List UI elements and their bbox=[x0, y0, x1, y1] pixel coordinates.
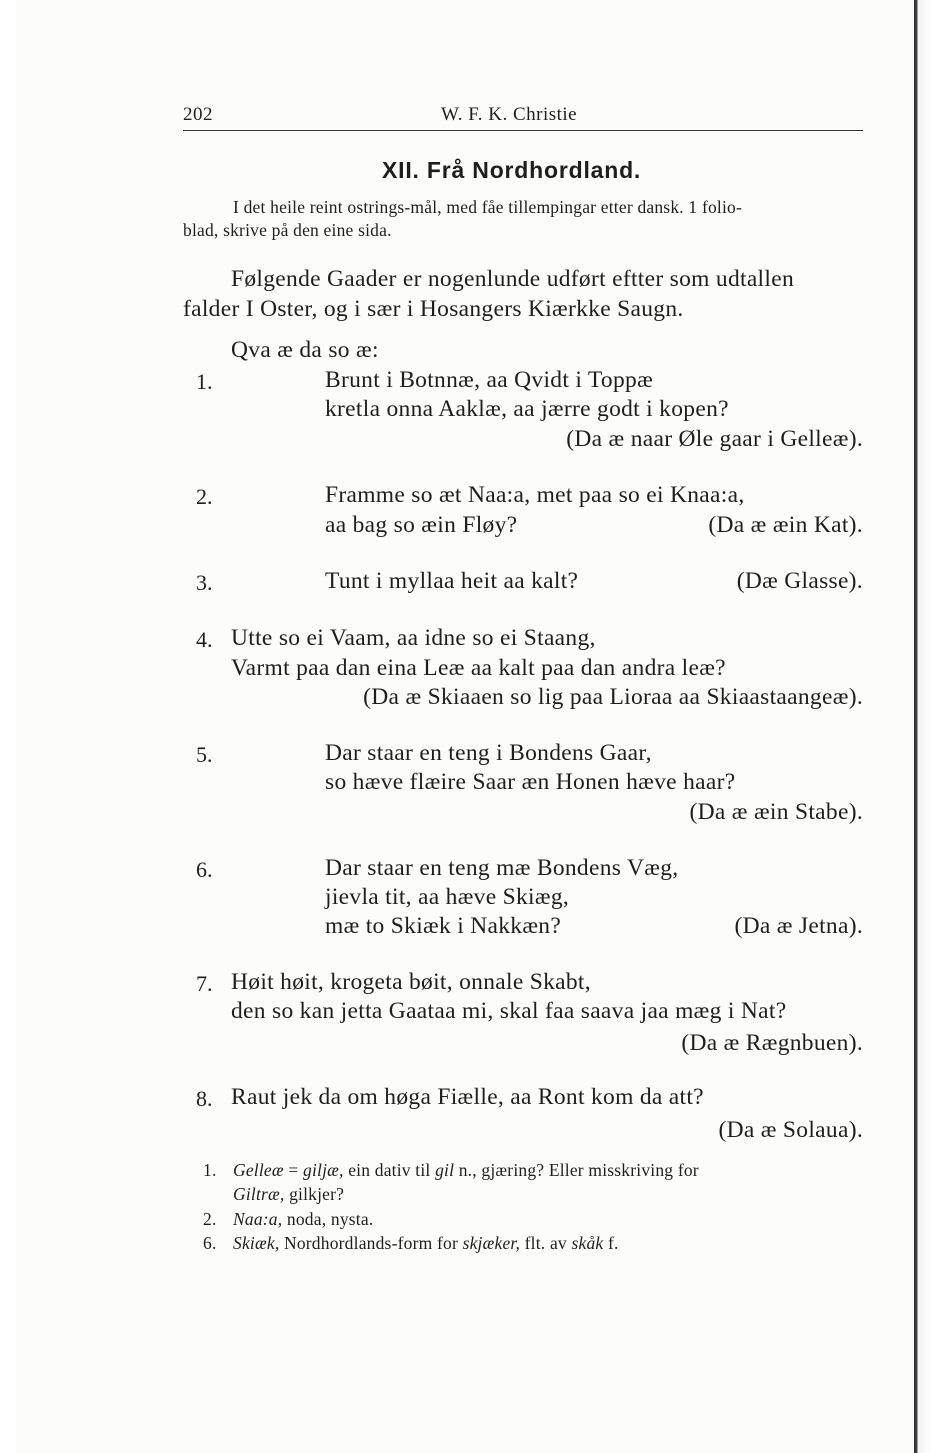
footnote-form: gilјæ, bbox=[303, 1160, 344, 1180]
riddle-line: Høit høit, krogeta bøit, onnale Skabt, bbox=[231, 969, 591, 995]
page-number: 202 bbox=[183, 104, 213, 125]
header-rule bbox=[183, 130, 863, 131]
riddle-line: Dar staar en teng mæ Bondens Væg, bbox=[325, 855, 679, 881]
riddle-answer: (Da æ Jetna). bbox=[734, 913, 863, 939]
footnote-equals: = bbox=[288, 1160, 299, 1180]
riddle-line: aa bag so æin Fløy? bbox=[325, 512, 518, 538]
footnote-2 bbox=[233, 1209, 373, 1230]
footnote-text: Nordhordlands-form for bbox=[283, 1233, 458, 1253]
riddle-answer: (Da æ æin Kat). bbox=[708, 512, 863, 538]
footnote-form: gil bbox=[435, 1160, 455, 1180]
riddle-line: Raut jek da om høga Fiælle, aa Ront kom da att? bbox=[231, 1084, 704, 1110]
riddle-number: 5. bbox=[196, 742, 213, 767]
riddle-line: Dar staar en teng i Bondens Gaar, bbox=[325, 740, 652, 766]
footnote-text: noda, nysta. bbox=[286, 1209, 374, 1229]
footnote-number: 2. bbox=[203, 1209, 217, 1229]
footnote-number: 1. bbox=[203, 1160, 217, 1180]
footnote-form: skjæker, bbox=[462, 1233, 521, 1253]
riddle-answer: (Da æ Rægnbuen). bbox=[681, 1030, 863, 1056]
riddle-line: so hæve flæire Saar æn Honen hæve haar? bbox=[325, 769, 736, 795]
riddle-number: 8. bbox=[196, 1086, 213, 1111]
footnote-term: Giltræ, bbox=[233, 1184, 285, 1204]
riddle-number: 6. bbox=[196, 857, 213, 882]
riddle-number: 3. bbox=[196, 570, 213, 595]
riddle-line: Varmt paa dan eina Leæ aa kalt paa dan andra leæ? bbox=[231, 655, 726, 681]
riddle-answer: (Dæ Glasse). bbox=[736, 568, 863, 594]
footnote-text: gilkjer? bbox=[289, 1184, 345, 1204]
riddle-line: kretla onna Aaklæ, aa jærre godt i kopen? bbox=[325, 396, 729, 422]
riddle-line: Brunt i Botnnæ, aa Qvidt i Toppæ bbox=[325, 367, 654, 393]
riddle-line: den so kan jetta Gaataa mi, skal faa saava jaa mæg i Nat? bbox=[231, 998, 787, 1024]
riddle-number: 7. bbox=[196, 971, 213, 996]
footnote-1-continued bbox=[233, 1184, 344, 1205]
footnote-term: Naa:a, bbox=[233, 1209, 283, 1229]
riddle-number: 1. bbox=[196, 369, 213, 394]
riddle-line: Framme so æt Naa:a, met paa so ei Knaa:a, bbox=[325, 482, 745, 508]
riddle-line: Tunt i myllaa heit aa kalt? bbox=[325, 568, 579, 594]
section-note-line: blad, skrive på den eine sida. bbox=[183, 220, 392, 240]
footnote-text: n., gjæring? Eller misskriving for bbox=[458, 1160, 699, 1180]
riddle-number: 2. bbox=[196, 484, 213, 509]
footnote-term: Skiæk, bbox=[233, 1233, 280, 1253]
footnote-text: f. bbox=[607, 1233, 619, 1253]
footnote-text: flt. av bbox=[524, 1233, 567, 1253]
scan-margin-left bbox=[0, 0, 16, 1453]
riddle-answer: (Da æ æin Stabe). bbox=[689, 799, 863, 825]
riddle-line: mæ to Skiæk i Nakkæn? bbox=[325, 913, 562, 939]
intro-line: falder I Oster, og i sær i Hosangers Kiærkke Saugn. bbox=[183, 296, 684, 322]
footnote-text: ein dativ til bbox=[348, 1160, 431, 1180]
scan-margin-right bbox=[914, 0, 931, 1453]
riddle-number: 4. bbox=[196, 627, 213, 652]
intro-line: Følgende Gaader er nogenlunde udført eftter som udtallen bbox=[231, 266, 794, 292]
footnote-6 bbox=[233, 1233, 619, 1254]
riddle-answer: (Da æ Skiaaen so lig paa Lioraa aa Skiaastaangeæ). bbox=[363, 684, 863, 710]
intro-heading: Qva æ da so æ: bbox=[231, 337, 379, 363]
section-title: XII. Frå Nordhordland. bbox=[382, 157, 642, 183]
section-note-line: I det heile reint ostrings-mål, med fåe tillempingar etter dansk. 1 folio- bbox=[233, 197, 743, 217]
riddle-answer: (Da æ Solaua). bbox=[718, 1117, 863, 1143]
riddle-line: jievla tit, aa hæve Skiæg, bbox=[325, 884, 570, 910]
footnote-form: skåk bbox=[571, 1233, 604, 1253]
riddle-line: Utte so ei Vaam, aa idne so ei Staang, bbox=[231, 625, 596, 651]
running-title: W. F. K. Christie bbox=[441, 104, 578, 125]
footnote-1 bbox=[233, 1160, 699, 1181]
footnote-number: 6. bbox=[203, 1233, 217, 1253]
riddle-answer: (Da æ naar Øle gaar i Gelleæ). bbox=[566, 426, 863, 452]
footnote-term: Gelleæ bbox=[233, 1160, 284, 1180]
